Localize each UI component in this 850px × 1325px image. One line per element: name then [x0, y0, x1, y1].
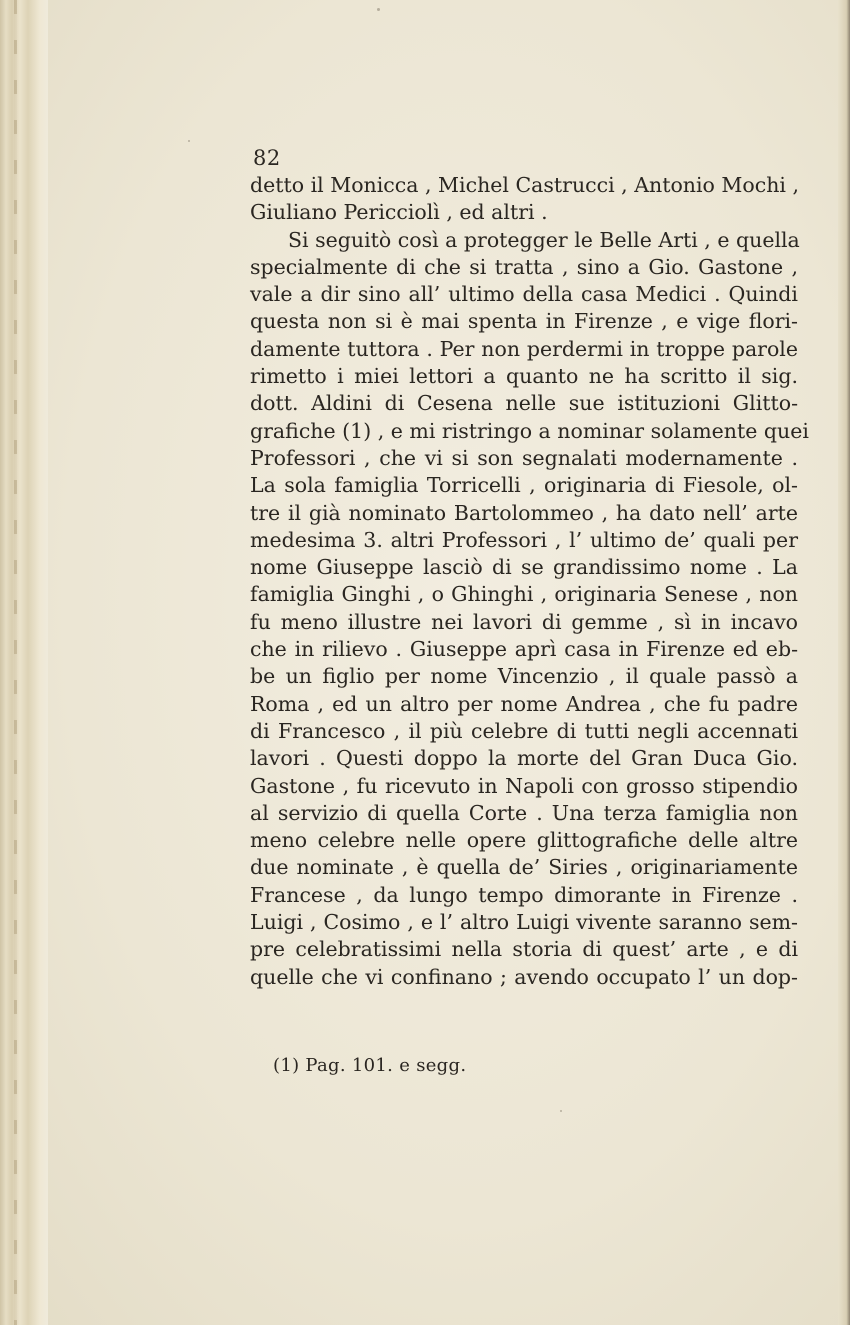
- footnote: (1) Pag. 101. e segg.: [273, 1055, 467, 1076]
- text-line: specialmente di che si tratta , sino a Gio. Gastone ,: [250, 254, 798, 279]
- paper-speck: [377, 8, 380, 11]
- text-line: questa non si è mai spenta in Firenze , e vige flori-: [250, 309, 798, 334]
- text-line: tre il già nominato Bartolommeo , ha dato nell’ arte: [250, 500, 798, 525]
- page-fore-edge: [838, 0, 850, 1325]
- text-line: quelle che vi confinano ; avendo occupato l’ un dop-: [250, 964, 798, 989]
- text-line: Francese , da lungo tempo dimorante in Firenze .: [250, 882, 798, 907]
- body-text: [250, 172, 809, 991]
- text-line: famiglia Ginghi , o Ghinghi , originaria Senese , non: [250, 582, 798, 607]
- text-line: rimetto i miei lettori a quanto ne ha scritto il sig.: [250, 364, 798, 389]
- page-number: 82: [253, 146, 281, 170]
- text-line: La sola famiglia Torricelli , originaria di Fiesole, ol-: [250, 473, 798, 498]
- text-line: al servizio di quella Corte . Una terza famiglia non: [250, 800, 798, 825]
- text-line: meno celebre nelle opere glittografiche delle altre: [250, 828, 798, 853]
- text-line: nome Giuseppe lasciò di se grandissimo nome . La: [250, 555, 798, 580]
- text-line: damente tuttora . Per non perdermi in troppe parole: [250, 336, 798, 361]
- text-line: dott. Aldini di Cesena nelle sue istituzioni Glitto-: [250, 391, 798, 416]
- text-line: Si seguitò così a protegger le Belle Arti , e quella: [288, 227, 800, 252]
- binding-gutter: [0, 0, 48, 1325]
- text-line: Gastone , fu ricevuto in Napoli con grosso stipendio: [250, 773, 798, 798]
- text-line: di Francesco , il più celebre di tutti negli accennati: [250, 718, 798, 743]
- text-line: Professori , che vi si son segnalati modernamente .: [250, 445, 798, 470]
- text-line: lavori . Questi doppo la morte del Gran Duca Gio.: [250, 746, 798, 771]
- text-line: Giuliano Pericciolì , ed altri .: [250, 200, 548, 225]
- text-line: be un figlio per nome Vincenzio , il quale passò a: [250, 664, 798, 689]
- paper-speck: [560, 1110, 562, 1112]
- text-line: vale a dir sino all’ ultimo della casa Medici . Quindi: [250, 282, 798, 307]
- text-line: due nominate , è quella de’ Siries , originariamente: [250, 855, 798, 880]
- text-line: che in rilievo . Giuseppe aprì casa in Firenze ed eb-: [250, 637, 798, 662]
- text-line: pre celebratissimi nella storia di quest’ arte , e di: [250, 937, 798, 962]
- text-line: fu meno illustre nei lavori di gemme , sì in incavo: [250, 609, 798, 634]
- paper-speck: [188, 140, 190, 142]
- text-line: medesima 3. altri Professori , l’ ultimo de’ quali per: [250, 527, 798, 552]
- text-line: grafiche (1) , e mi ristringo a nominar solamente quei: [250, 418, 809, 443]
- text-line: Luigi , Cosimo , e l’ altro Luigi vivente saranno sem-: [250, 910, 798, 935]
- text-line: Roma , ed un altro per nome Andrea , che fu padre: [250, 691, 798, 716]
- text-line: detto il Monicca , Michel Castrucci , Antonio Mochi ,: [250, 173, 800, 197]
